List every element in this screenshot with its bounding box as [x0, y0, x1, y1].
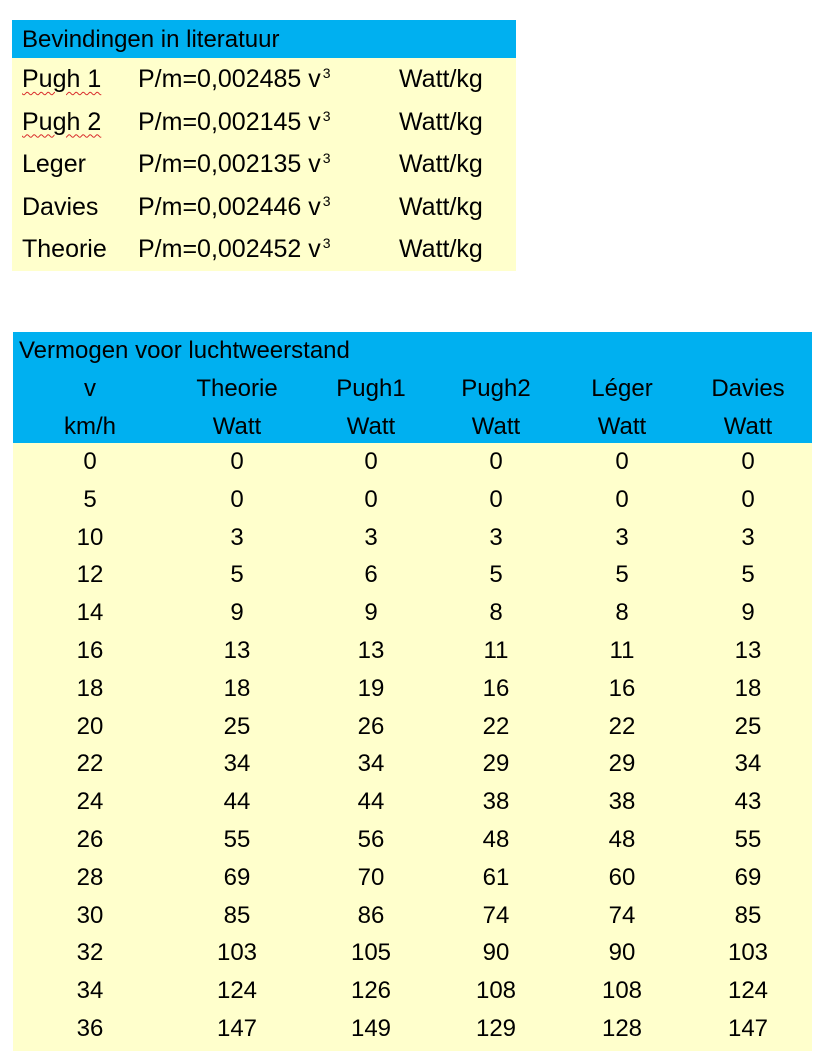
table-cell[interactable]: 16 [76, 636, 104, 664]
table-cell[interactable]: 56 [357, 825, 385, 853]
table-row [13, 670, 812, 708]
column-header-leger[interactable]: Léger [591, 375, 653, 402]
table-cell[interactable]: 0 [489, 485, 503, 513]
table-cell[interactable]: 43 [734, 788, 762, 816]
table-row [13, 821, 812, 859]
table-cell[interactable]: 44 [223, 788, 251, 816]
table-row [13, 859, 812, 897]
table-cell[interactable]: 0 [364, 485, 378, 513]
table-row [13, 972, 812, 1010]
literature-unit[interactable]: Watt/kg [399, 107, 483, 136]
formula-exponent: 3 [322, 65, 331, 81]
table-cell[interactable]: 0 [489, 448, 503, 475]
table-cell[interactable]: 3 [615, 523, 629, 551]
column-header-pugh1[interactable]: Pugh1 [336, 375, 406, 402]
table-cell[interactable]: 6 [364, 561, 378, 589]
table-cell[interactable]: 90 [608, 939, 636, 967]
literature-unit[interactable]: Watt/kg [399, 235, 483, 264]
literature-formula[interactable] [138, 101, 331, 143]
table-cell[interactable]: 85 [223, 901, 251, 929]
formula-text: P/m=0,002452 v [138, 235, 321, 264]
table-cell[interactable]: 147 [216, 1014, 258, 1042]
table-row [13, 481, 812, 519]
literature-source-name[interactable]: Leger [22, 150, 86, 179]
table-cell[interactable]: 8 [615, 599, 629, 627]
formula-text: P/m=0,002135 v [138, 150, 321, 179]
table-cell[interactable]: 128 [601, 1014, 643, 1042]
literature-source-name[interactable]: Davies [22, 192, 99, 221]
table-cell[interactable]: 19 [357, 674, 385, 702]
table-cell[interactable]: 29 [608, 750, 636, 778]
table-row [13, 1010, 812, 1048]
table-cell[interactable]: 105 [350, 939, 392, 967]
table-cell[interactable]: 69 [223, 863, 251, 891]
table-cell[interactable]: 10 [76, 523, 104, 551]
table-cell[interactable]: 0 [230, 448, 244, 475]
literature-list [12, 58, 516, 271]
table-cell[interactable]: 3 [489, 523, 503, 551]
table-cell[interactable]: 124 [727, 977, 769, 1005]
formula-text: P/m=0,002446 v [138, 192, 321, 221]
table-cell[interactable]: 38 [608, 788, 636, 816]
table-cell[interactable]: 18 [223, 674, 251, 702]
column-unit-v[interactable]: km/h [63, 413, 116, 440]
table-cell[interactable]: 90 [482, 939, 510, 967]
table-cell[interactable]: 70 [357, 863, 385, 891]
table-cell[interactable]: 18 [734, 674, 762, 702]
column-unit-row [13, 408, 812, 446]
table-cell[interactable]: 29 [482, 750, 510, 778]
table-cell[interactable]: 0 [615, 448, 629, 475]
table-cell[interactable]: 0 [230, 485, 244, 513]
column-unit-leger[interactable]: Watt [597, 413, 647, 440]
formula-text: P/m=0,002145 v [138, 107, 321, 136]
table-cell[interactable]: 0 [364, 448, 378, 475]
table-cell[interactable]: 25 [734, 712, 762, 740]
table-cell[interactable]: 9 [741, 599, 755, 627]
literature-source-name[interactable]: Theorie [22, 235, 107, 264]
table-cell[interactable]: 61 [482, 863, 510, 891]
table-cell[interactable]: 32 [76, 939, 104, 967]
table-cell[interactable]: 103 [727, 939, 769, 967]
column-unit-pugh2[interactable]: Watt [471, 413, 521, 440]
literature-row [12, 101, 516, 144]
table-cell[interactable]: 69 [734, 863, 762, 891]
table-cell[interactable]: 3 [364, 523, 378, 551]
table-cell[interactable]: 9 [230, 599, 244, 627]
table-row [13, 897, 812, 935]
table-cell[interactable]: 34 [734, 750, 762, 778]
table-cell[interactable]: 108 [475, 977, 517, 1005]
table-cell[interactable]: 36 [76, 1014, 104, 1042]
literature-unit[interactable]: Watt/kg [399, 150, 483, 179]
formula-exponent: 3 [322, 192, 331, 209]
column-header-theorie[interactable]: Theorie [196, 375, 278, 402]
table-cell[interactable]: 74 [608, 901, 636, 929]
table-cell[interactable]: 13 [357, 636, 385, 664]
table-row [13, 934, 812, 972]
table-cell[interactable]: 16 [608, 674, 636, 702]
formula-exponent: 3 [322, 235, 331, 252]
table-cell[interactable]: 18 [76, 674, 104, 702]
formula-exponent: 3 [322, 150, 331, 167]
table-cell[interactable]: 126 [350, 977, 392, 1005]
table-cell[interactable]: 3 [230, 523, 244, 551]
table-cell[interactable]: 0 [83, 448, 97, 475]
table-cell[interactable]: 12 [76, 561, 104, 589]
table-cell[interactable]: 22 [76, 750, 104, 778]
table-row [13, 556, 812, 594]
power-table [13, 332, 812, 1051]
table-cell[interactable]: 44 [357, 788, 385, 816]
table-cell[interactable]: 5 [83, 485, 97, 513]
table-cell[interactable]: 16 [482, 674, 510, 702]
column-header-pugh2[interactable]: Pugh2 [461, 375, 531, 402]
table-cell[interactable]: 5 [230, 561, 244, 589]
table-cell[interactable]: 124 [216, 977, 258, 1005]
table-row [13, 745, 812, 783]
table-cell[interactable]: 149 [350, 1014, 392, 1042]
column-unit-davies[interactable]: Watt [723, 413, 773, 440]
table-cell[interactable]: 103 [216, 939, 258, 967]
table-cell[interactable]: 26 [357, 712, 385, 740]
table-row [13, 708, 812, 746]
formula-text: P/m=0,002485 v [138, 65, 321, 93]
table-row [13, 783, 812, 821]
literature-unit[interactable]: Watt/kg [399, 65, 483, 93]
table-cell[interactable]: 26 [76, 825, 104, 853]
column-header-v[interactable]: v [84, 375, 96, 402]
table-cell[interactable]: 0 [741, 448, 755, 475]
table-row [13, 519, 812, 557]
table-cell[interactable]: 22 [482, 712, 510, 740]
power-table-header [13, 332, 812, 443]
table-cell[interactable]: 5 [615, 561, 629, 589]
table-cell[interactable]: 74 [482, 901, 510, 929]
literature-formula[interactable] [138, 58, 331, 100]
power-table-title[interactable]: Vermogen voor luchtweerstand [19, 337, 350, 364]
formula-exponent: 3 [322, 107, 331, 124]
table-cell[interactable]: 14 [76, 599, 104, 627]
table-cell[interactable]: 30 [76, 901, 104, 929]
literature-source-name[interactable]: Pugh 2 [22, 107, 102, 136]
table-cell[interactable]: 34 [76, 977, 104, 1005]
table-cell[interactable]: 11 [609, 636, 635, 664]
table-cell[interactable]: 34 [357, 750, 385, 778]
table-cell[interactable]: 24 [76, 788, 104, 816]
table-cell[interactable]: 0 [741, 485, 755, 513]
table-cell[interactable]: 85 [734, 901, 762, 929]
column-unit-pugh1[interactable]: Watt [346, 413, 396, 440]
literature-row [12, 228, 516, 271]
table-cell[interactable]: 147 [727, 1014, 769, 1042]
literature-row [12, 143, 516, 186]
table-cell[interactable]: 9 [364, 599, 378, 627]
literature-unit[interactable]: Watt/kg [399, 192, 483, 221]
literature-formula[interactable] [138, 228, 331, 270]
literature-row [12, 58, 516, 101]
table-cell[interactable]: 3 [741, 523, 755, 551]
table-cell[interactable]: 25 [223, 712, 251, 740]
column-header-davies[interactable]: Davies [711, 375, 785, 402]
table-cell[interactable]: 13 [223, 636, 251, 664]
table-cell[interactable]: 8 [489, 599, 503, 627]
table-cell[interactable]: 38 [482, 788, 510, 816]
table-cell[interactable]: 22 [608, 712, 636, 740]
table-cell[interactable]: 60 [608, 863, 636, 891]
column-name-row [13, 370, 812, 408]
table-cell[interactable]: 34 [223, 750, 251, 778]
table-cell[interactable]: 20 [76, 712, 104, 740]
literature-formula[interactable] [138, 143, 331, 185]
table-row [13, 594, 812, 632]
table-cell[interactable]: 86 [357, 901, 385, 929]
table-cell[interactable]: 129 [475, 1014, 517, 1042]
table-cell[interactable]: 48 [482, 825, 510, 853]
table-row [13, 632, 812, 670]
table-cell[interactable]: 48 [608, 825, 636, 853]
table-row [13, 443, 812, 481]
table-cell[interactable]: 55 [734, 825, 762, 853]
table-cell[interactable]: 11 [483, 636, 509, 664]
literature-formula[interactable] [138, 186, 331, 228]
power-table-body [13, 443, 812, 1051]
column-unit-theorie[interactable]: Watt [212, 413, 262, 440]
table-cell[interactable]: 5 [489, 561, 503, 589]
table-cell[interactable]: 13 [734, 636, 762, 664]
table-cell[interactable]: 5 [741, 561, 755, 589]
literature-findings-block [12, 20, 516, 271]
literature-title[interactable]: Bevindingen in literatuur [12, 20, 516, 58]
table-cell[interactable]: 0 [615, 485, 629, 513]
table-cell[interactable]: 108 [601, 977, 643, 1005]
literature-source-name[interactable]: Pugh 1 [22, 65, 102, 93]
table-cell[interactable]: 55 [223, 825, 251, 853]
table-cell[interactable]: 28 [76, 863, 104, 891]
literature-row [12, 186, 516, 229]
